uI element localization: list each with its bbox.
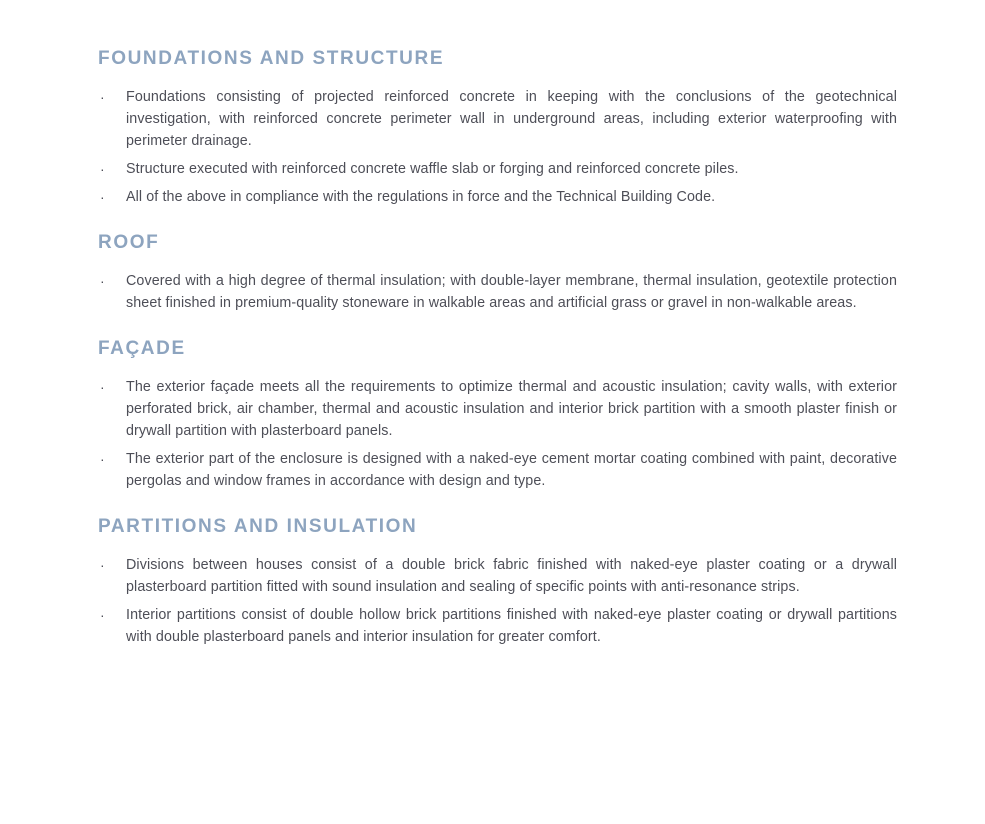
bullet-text: Covered with a high degree of thermal insulation; with double-layer membrane, thermal insulation, geotextile protection sheet finished in premium-quality stoneware in walkable areas and artificial grass or gravel in non-walkable areas. bbox=[126, 273, 897, 311]
section-foundations-and-structure bbox=[98, 48, 897, 208]
bullet-text: Divisions between houses consist of a double brick fabric finished with naked-eye plaster coating or a drywall plasterboard partition fitted with sound insulation and sealing of specific points with anti-resonance strips. bbox=[126, 557, 897, 595]
bullet-marker: · bbox=[100, 607, 105, 623]
bullet-item bbox=[98, 86, 897, 152]
bullet-item bbox=[98, 270, 897, 314]
bullet-text: Structure executed with reinforced concrete waffle slab or forging and reinforced concrete piles. bbox=[126, 161, 739, 177]
bullet-text: Interior partitions consist of double hollow brick partitions finished with naked-eye plaster coating or drywall partitions with double plasterboard panels and interior insulation for greater comfort. bbox=[126, 607, 897, 645]
bullet-marker: · bbox=[100, 89, 105, 105]
bullet-marker: · bbox=[100, 161, 105, 177]
section-title: ROOF bbox=[98, 232, 160, 253]
bullet-item bbox=[98, 376, 897, 442]
section-roof bbox=[98, 232, 897, 314]
bullet-text: The exterior façade meets all the requirements to optimize thermal and acoustic insulation; cavity walls, with exterior perforated brick, air chamber, thermal and acoustic insulation and interior brick partition with a smooth plaster finish or drywall partition with plasterboard panels. bbox=[126, 379, 897, 439]
bullet-marker: · bbox=[100, 557, 105, 573]
section-title: PARTITIONS AND INSULATION bbox=[98, 516, 418, 537]
bullet-item bbox=[98, 448, 897, 492]
bullet-item bbox=[98, 186, 897, 208]
bullet-marker: · bbox=[100, 451, 105, 467]
section-title: FOUNDATIONS AND STRUCTURE bbox=[98, 48, 445, 69]
bullet-item bbox=[98, 604, 897, 648]
bullet-text: The exterior part of the enclosure is designed with a naked-eye cement mortar coating combined with paint, decorative pergolas and window frames in accordance with design and type. bbox=[126, 451, 897, 489]
section-facade bbox=[98, 338, 897, 492]
bullet-item bbox=[98, 554, 897, 598]
bullet-marker: · bbox=[100, 189, 105, 205]
bullet-marker: · bbox=[100, 379, 105, 395]
section-title: FAÇADE bbox=[98, 338, 186, 359]
bullet-text: All of the above in compliance with the regulations in force and the Technical Building Code. bbox=[126, 189, 716, 205]
bullet-item bbox=[98, 158, 897, 180]
bullet-text: Foundations consisting of projected reinforced concrete in keeping with the conclusions of the geotechnical investigation, with reinforced concrete perimeter wall in underground areas, including exterior waterproofing with perimeter drainage. bbox=[126, 89, 897, 149]
bullet-marker: · bbox=[100, 273, 105, 289]
section-partitions-and-insulation bbox=[98, 516, 897, 648]
